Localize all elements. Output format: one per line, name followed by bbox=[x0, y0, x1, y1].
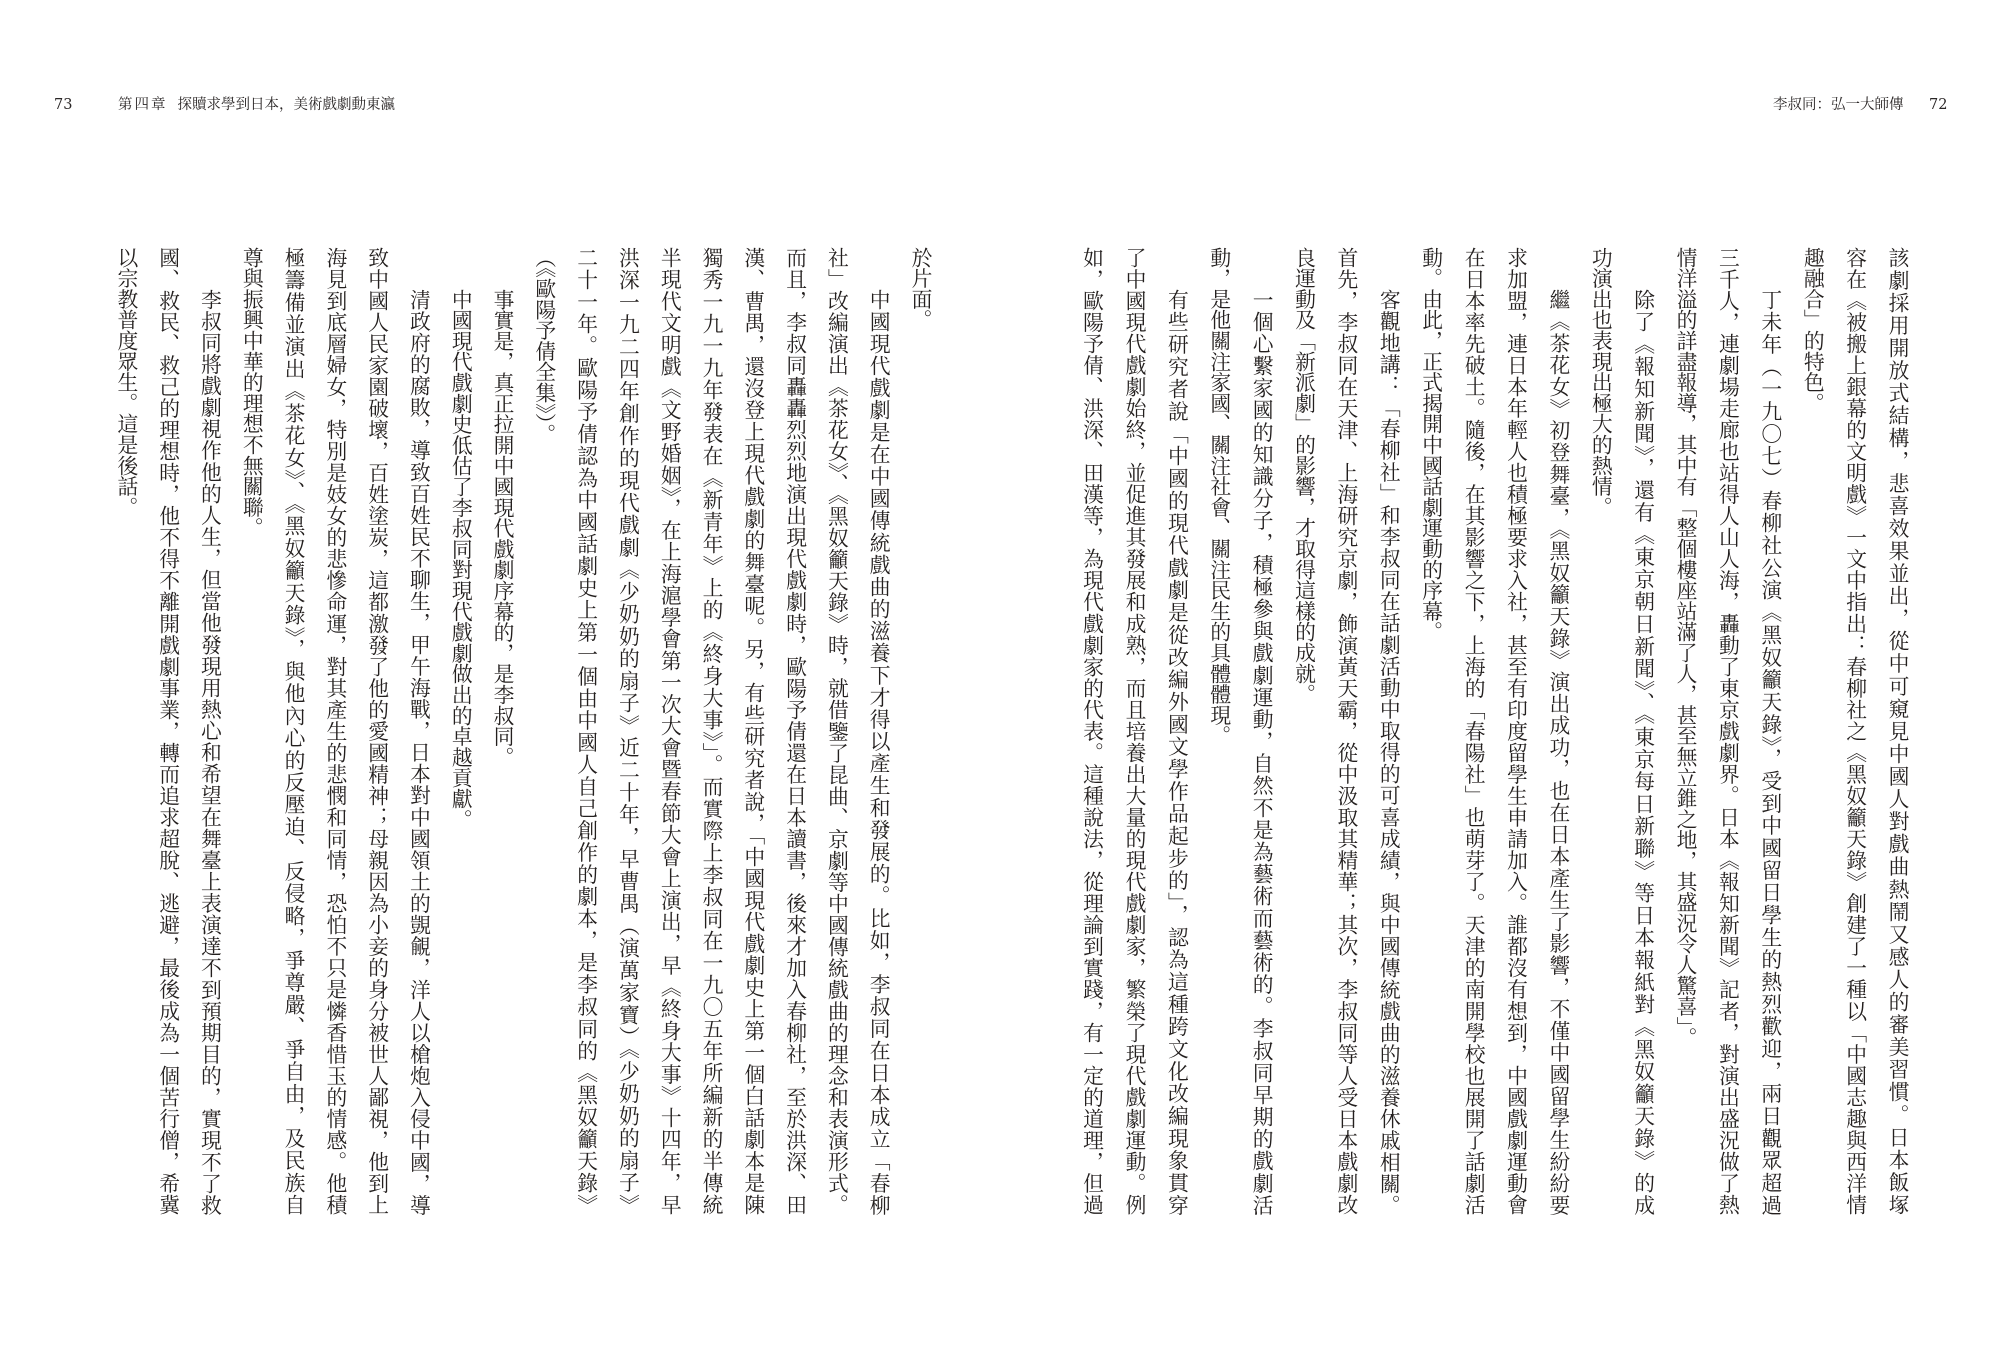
text-column: 首先，李叔同在天津、上海研究京劇，飾演黃天霸，從中汲取其精華；其次，李叔同等人受日本戲劇改 bbox=[1333, 247, 1358, 1215]
text-column: 在日本率先破土。隨後，在其影響之下，上海的「春陽社」也萌芽了。天津的南開學校也展開了話劇活 bbox=[1461, 247, 1486, 1215]
text-column: 功演出也表現出極大的熱情。 bbox=[1588, 247, 1613, 518]
text-column: 繼《茶花女》初登舞臺，《黑奴籲天錄》演出成功，也在日本產生了影響，不僅中國留學生紛紛要 bbox=[1545, 288, 1570, 1215]
text-column: 除了《報知新聞》，還有《東京朝日新聞》、《東京每日新聯》等日本報紙對《黑奴籲天錄》的成 bbox=[1630, 288, 1655, 1215]
chapter-label: 第四章 bbox=[118, 97, 168, 113]
text-column: 中國現代戲劇是在中國傳統戲曲的滋養下才得以產生和發展的。比如，李叔同在日本成立「春柳 bbox=[866, 288, 891, 1215]
text-column: 如，歐陽予倩、洪深、田漢等，為現代戲劇家的代表。這種說法，從理論到實踐，有一定的道理，但過 bbox=[1079, 247, 1104, 1215]
text-column: 事實是，真正拉開中國現代戲劇序幕的，是李叔同。 bbox=[490, 288, 515, 767]
text-column: （《歐陽予倩全集》）。 bbox=[531, 247, 556, 445]
text-column: 中國現代戲劇史低估了李叔同對現代戲劇做出的卓越貢獻。 bbox=[448, 288, 473, 830]
text-column: 國、救民、救己的理想時，他不得不離開戲劇事業，轉而追求超脫、逃避，最後成為一個苦行僧，希冀 bbox=[155, 247, 180, 1215]
text-column: 獨秀一九一九年發表在《新青年》上的《終身大事》」。而實際上李叔同在一九〇五年所編新的半傳統 bbox=[699, 247, 724, 1215]
text-column: 客觀地講：「春柳社」和李叔同在話劇活動中取得的可喜成績，與中國傳統戲曲的滋養休戚相關。 bbox=[1376, 288, 1401, 1215]
text-column: 以宗教普度眾生。這是後話。 bbox=[113, 247, 138, 518]
text-column: 漢、曹禺，還沒登上現代戲劇的舞臺呢。另，有些研究者說，「中國現代戲劇史上第一個白話劇本是陳 bbox=[740, 247, 765, 1215]
text-column: 有些研究者說「中國的現代戲劇是從改編外國文學作品起步的」，認為這種跨文化改編現象貫穿 bbox=[1164, 288, 1189, 1215]
text-column: 致中國人民家園破壞，百姓塗炭，這都激發了他的愛國精神；母親因為小妾的身分被世人鄙視，他到上 bbox=[364, 247, 389, 1215]
text-column: 極籌備並演出《茶花女》、《黑奴籲天錄》，與他內心的反壓迫、反侵略，爭尊嚴、爭自由，及民族自 bbox=[281, 247, 306, 1215]
text-column: 清政府的腐敗，導致百姓民不聊生，甲午海戰，日本對中國領土的覬覦，洋人以槍炮入侵中國，導 bbox=[406, 288, 431, 1215]
text-column: 情洋溢的詳盡報導，其中有「整個樓座站滿了人，甚至無立錐之地，其盛況令人驚喜」。 bbox=[1673, 247, 1698, 1048]
page-number: 72 bbox=[1929, 97, 1948, 113]
text-column: 半現代文明戲《文野婚姻》，在上海滬學會第一次大會暨春節大會上演出，早《終身大事》十四年，早 bbox=[657, 247, 682, 1215]
text-column: 而且，李叔同轟轟烈烈地演出現代戲劇時，歐陽予倩還在日本讀書，後來才加入春柳社，至於洪深、田 bbox=[782, 247, 807, 1215]
right-page bbox=[1004, 0, 2008, 1358]
text-column: 丁未年（一九〇七）春柳社公演《黑奴籲天錄》，受到中國留日學生的熱烈歡迎，兩日觀眾超過 bbox=[1757, 288, 1782, 1215]
text-column: 趣融合」的特色。 bbox=[1800, 247, 1825, 414]
text-column: 求加盟，連日本年輕人也積極要求入社，甚至有印度留學生申請加入。誰都沒有想到，中國戲劇運動會 bbox=[1503, 247, 1528, 1215]
text-column: 三千人，連劇場走廊也站得人山人海，轟動了東京戲劇界。日本《報知新聞》記者，對演出盛況做了熱 bbox=[1715, 247, 1740, 1215]
page-number: 73 bbox=[54, 97, 73, 113]
text-column: 一個心繫家國的知識分子，積極參與戲劇運動，自然不是為藝術而藝術的。李叔同早期的戲劇活 bbox=[1249, 288, 1274, 1215]
text-column: 洪深一九二四年創作的現代戲劇《少奶奶的扇子》近二十年，早曹禺（演萬家寶）《少奶奶的扇子》 bbox=[615, 247, 640, 1215]
text-column: 尊與振興中華的理想不無關聯。 bbox=[239, 247, 264, 539]
text-column: 容在《被搬上銀幕的文明戲》一文中指出：春柳社之《黑奴籲天錄》創建了一種以「中國志趣與西洋情 bbox=[1842, 247, 1867, 1215]
text-column: 社」改編演出《茶花女》、《黑奴籲天錄》時，就借鑒了昆曲、京劇等中國傳統戲曲的理念和表演形式。 bbox=[824, 247, 849, 1215]
chapter-title: 探贖求學到日本，美術戲劇動東瀛 bbox=[177, 97, 395, 113]
text-column: 海見到底層婦女，特別是妓女的悲慘命運，對其產生的悲憫和同情，恐怕不只是憐香惜玉的情感。他積 bbox=[322, 247, 347, 1215]
running-head-book-title: 李叔同：弘一大師傳 bbox=[1773, 97, 1904, 113]
text-column: 該劇採用開放式結構，悲喜效果並出，從中可窺見中國人對戲曲熱鬧又感人的審美習慣。日本飯塚 bbox=[1885, 247, 1909, 1215]
text-column: 於片面。 bbox=[908, 247, 932, 331]
text-column: 動。由此，正式揭開中國話劇運動的序幕。 bbox=[1418, 247, 1443, 643]
text-column: 動，是他關注家國、關注社會、關注民生的具體體現。 bbox=[1206, 247, 1231, 747]
text-column: 了中國現代戲劇始終，並促進其發展和成熟，而且培養出大量的現代戲劇家，繁榮了現代戲劇運動。例 bbox=[1121, 247, 1146, 1215]
text-column: 李叔同將戲劇視作他的人生，但當他發現用熱心和希望在舞臺上表演達不到預期目的，實現不了救 bbox=[197, 288, 222, 1215]
running-head-chapter bbox=[118, 95, 395, 115]
text-column: 二十一年。歐陽予倩認為中國話劇史上第一個由中國人自己創作的劇本，是李叔同的《黑奴籲天錄》 bbox=[573, 247, 598, 1215]
text-column: 良運動及「新派劇」的影響，才取得這樣的成就。 bbox=[1291, 247, 1316, 705]
page-body-text bbox=[104, 247, 940, 1215]
page-body-text bbox=[1070, 247, 1918, 1215]
